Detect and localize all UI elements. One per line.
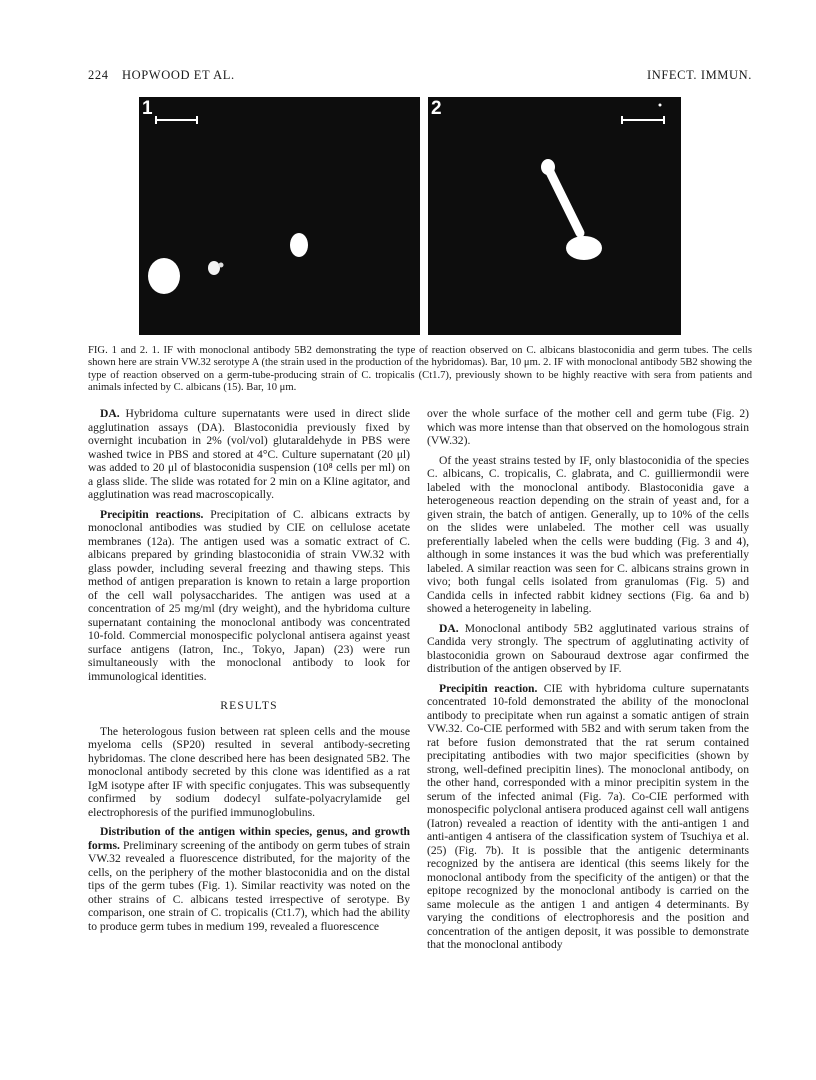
figure-1-image: [139, 97, 420, 335]
figure-caption: [88, 345, 752, 395]
paragraph-da-method: [88, 407, 410, 502]
germ-tube-tip: [541, 159, 555, 175]
journal-name: INFECT. IMMUN.: [646, 68, 752, 82]
right-column: [427, 407, 749, 952]
page-number: 224: [88, 68, 109, 82]
paragraph-precipitin-results: [427, 682, 749, 952]
paragraph-text: Hybridoma culture supernatants were used in direct slide agglutination assays (DA). Blastoconidia previously fixed by overnight incubation in 2% (vol/vol) glutaraldehyde in PBS were washed twice in PBS and stored at 4°C. Culture supernatant (20 μl) was added to 20 μl of blastoconidia suspension (10⁸ cells per ml) on a glass slide. The slide was rotated for 2 min on a Kline agitator, and agglutination was read macroscopically.: [88, 407, 410, 501]
paragraph-text: Monoclonal antibody 5B2 agglutinated various strains of Candida very strongly. The spectrum of agglutinating activity of blastoconidia grown on Sabouraud dextrose agar confirmed the distribution of the antigen observed by IF.: [427, 621, 749, 675]
results-heading: RESULTS: [220, 699, 278, 712]
paragraph-text: The heterologous fusion between rat spleen cells and the mouse myeloma cells (SP20) resulted in several antibody-secreting hybridomas. The clone described here has been designated 5B2. The monoclonal antibody secreted by this clone was identified as a rat IgM isotype after IF with specific conjugates. This was subsequently confirmed by sodium dodecyl sulfate-polyacrylamide gel electrophoresis of the purified immunoglobulins.: [88, 724, 410, 819]
run-in-heading: Distribution of the antigen within species, genus, and growth forms.: [88, 825, 410, 852]
paragraph-precipitin-method: [88, 508, 410, 684]
blastoconidium-speck: [219, 263, 224, 268]
running-authors: HOPWOOD ET AL.: [122, 68, 235, 82]
paragraph-text: over the whole surface of the mother cell and germ tube (Fig. 2) which was more intense than that observed on the homologous strain (VW.32).: [427, 407, 749, 447]
run-in-heading: Precipitin reaction.: [439, 681, 538, 695]
paragraph-text: Preliminary screening of the antibody on germ tubes of strain VW.32 revealed a fluorescence distributed, for the majority of the cells, on the periphery of the mother blastoconidia and on the distal tips of the germ tubes (Fig. 1). Similar reactivity was noted on the other strains of C. albicans tested irrespective of serotype. By comparison, one strain of C. tropicalis (Ct1.7), which had the ability to produce germ tubes in medium 199, revealed a fluorescence: [88, 838, 410, 933]
figure-2-label: 2: [431, 98, 442, 119]
figure-2-image: [428, 97, 681, 335]
left-column: [88, 407, 410, 933]
paragraph-distribution: [88, 825, 410, 933]
paragraph-text: CIE with hybridoma culture supernatants concentrated 10-fold demonstrated the ability of the monoclonal antibody to precipitate when run against a somatic antigen of strain VW.32. Co-CIE performed with 5B2 and with serum taken from the rat before fusion demonstrated that the rat serum contained precipitating antibodies with two major specificities (shown by strong, well-defined precipitin lines). The monoclonal antibody, on the other hand, corresponded with a minor precipitin system in the serum of the infected animal (Fig. 7a). Co-CIE performed with monospecific polyclonal antisera produced against cell wall antigens (Iatron) revealed a reaction of identity with the anti-antigen 1 and anti-antigen 4 antisera of the classification system of Tsuchiya et al. (25) (Fig. 7b). It is possible that the antigenic determinants recognized by the antisera are identical (this seems likely for the monoclonal antibody from the specificity of the antigen) or that the epitope recognized by the monoclonal antibody is carried on the same molecule as the antigen 1 and antigen 4 determinants. By varying the conditions of electrophoresis and the position and concentration of the antigen deposit, it was possible to demonstrate that the monoclonal antibody: [427, 681, 749, 951]
blastoconidium-fragment: [208, 261, 220, 275]
caption-line-4: to be highly reactive with sera from patients and animals infected by C. albicans (15). Bar, 10 μm.: [88, 369, 752, 394]
figure-2-background: [428, 97, 681, 335]
figure-1-label: 1: [142, 98, 153, 119]
paragraph-hybridomas: [88, 725, 410, 820]
caption-line-3: monoclonal antibody 5B2 showing the type of reaction observed on a germ-tube-producing strain of C. tropicalis (Ct1.7), previously shown: [88, 357, 752, 381]
figure-2-speck: [659, 104, 662, 107]
paragraph-text: Precipitation of C. albicans extracts by monoclonal antibodies was studied by CIE on cellulose acetate membranes (12a). The antigen used was a somatic extract of C. albicans prepared by grinding blastoconidia of strain VW.32 with glass powder, including several freezing and thawing steps. This method of antigen preparation is known to retain a large proportion of the cell wall polysaccharides. The antigen was used at a concentration of 25 mg/ml (dry weight), and the hybridoma culture supernatant containing the monoclonal antibody was concentrated 10-fold. Commercial monospecific polyclonal antisera against yeast surface antigens (Iatron, Inc., Tokyo, Japan) (23) were run simultaneously with the monoclonal antibody to look for immunological identities.: [88, 507, 410, 683]
run-in-heading: DA.: [439, 621, 459, 635]
paragraph-da-results: [427, 622, 749, 676]
blastoconidium-small: [290, 233, 308, 257]
figure-2-micrograph: [428, 97, 681, 335]
running-header: [88, 68, 752, 86]
run-in-heading: Precipitin reactions.: [100, 507, 204, 521]
figure-1-background: [139, 97, 420, 335]
blastoconidium-large: [148, 258, 180, 294]
caption-line-2: tubes. The cells shown here are strain VW.32 serotype A (the strain used in the production of the hybridomas). Bar, 10 μm. 2. IF with: [88, 345, 752, 369]
paragraph-text: Of the yeast strains tested by IF, only blastoconidia of the species C. albicans, C. tropicalis, C. glabrata, and C. guilliermondii were labeled with the monoclonal antibody. Blastoconidia gave a heterogeneous reaction depending on the strain of yeast and, for a given strain, the batch of antigen. Generally, up to 10% of the cells on the slides were unlabeled. The mother cell was usually preferentially labeled when the cells were budding (Fig. 3 and 4), although in some instances it was the bud which was preferentially labeled. A similar reaction was seen for C. albicans strains grown in vivo; both fungal cells isolated from granulomas (Fig. 5) and Candida cells in infected rabbit kidney sections (Fig. 6a and b) showed a heterogeneity in labeling.: [427, 453, 749, 615]
caption-line-1: FIG. 1 and 2. 1. IF with monoclonal antibody 5B2 demonstrating the type of reaction observed on C. albicans blastoconidia and germ: [88, 345, 680, 356]
figure-1-micrograph: [139, 97, 420, 335]
run-in-heading: DA.: [100, 407, 120, 420]
paragraph-continued: [427, 407, 749, 448]
paragraph-yeast-strains: [427, 454, 749, 616]
mother-cell: [566, 236, 602, 260]
